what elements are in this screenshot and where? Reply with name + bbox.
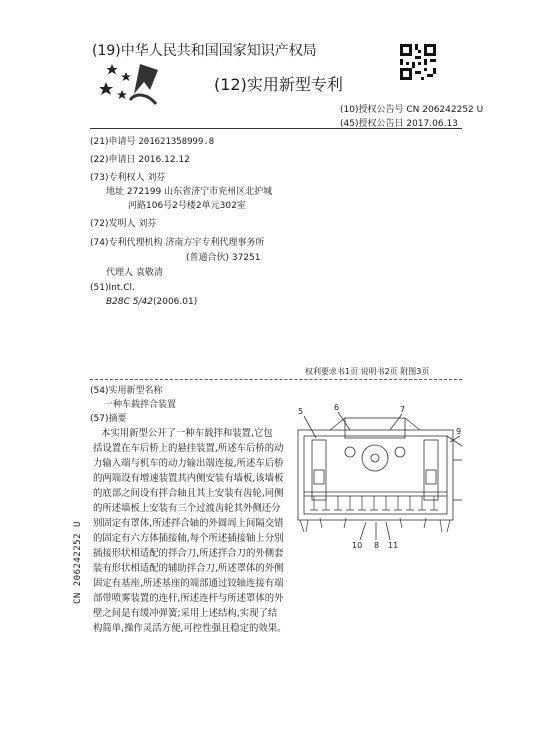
patent-agency-line-2: (普通合伙) 37251 (186, 253, 261, 263)
page-counts: 权利要求书1页 说明书2页 附图3页 (305, 367, 430, 376)
drawing-label: 11 (388, 541, 399, 550)
title-label: (54)实用新型名称 (90, 386, 163, 396)
abstract-line: 的固定有六方体插接轴,每个所述插接轴上分别 (93, 533, 284, 544)
abstract-line: 的两端设有增速装置其内侧安装有墙板,该墙板 (93, 473, 284, 484)
office-name: (19)中华人民共和国国家知识产权局 (92, 43, 317, 59)
qr-code-icon (400, 44, 436, 80)
ipc-classification: B28C 5/42(2006.01) (106, 297, 198, 307)
filing-date: (22)申请日 2016.12.12 (90, 155, 190, 165)
utility-model-title: 一种车载拌合装置 (104, 400, 177, 410)
drawing-label: 9 (456, 427, 462, 436)
abstract-line: 装有形状相适配的辅助拌合刀,所述罩体的外侧 (93, 563, 284, 574)
abstract-line: 力输入端与机车的动力输出端连接,所述车后桥 (93, 458, 284, 469)
drawing-label: 7 (400, 405, 406, 414)
drawing-label: 5 (298, 407, 304, 416)
abstract-line: 插接形状相适配的拌合刀,所述拌合刀的外侧套 (93, 548, 284, 559)
section-divider (90, 379, 462, 380)
agent: 代理人 袁敬清 (106, 268, 163, 278)
application-number: (21)申请号 201621358999.8 (90, 137, 215, 147)
abstract-line: 的所述墙板上安装有三个过渡齿轮其外侧还分 (93, 503, 281, 514)
drawing-label: 10 (352, 541, 363, 550)
inventor: (72)发明人 刘芬 (90, 219, 157, 229)
vertical-publication-id: CN 206242252 U (73, 521, 83, 604)
abstract-line: 的底部之间设有拌合轴且其上安装有齿轮,同侧 (93, 488, 284, 499)
cnipa-emblem-icon (100, 60, 160, 108)
patent-agency: (74)专利代理机构 济南方宇专利代理事务所 (90, 238, 265, 248)
abstract-label: (57)摘要 (90, 414, 127, 424)
address: 地址 272199 山东省济宁市兖州区北护城 (106, 187, 273, 197)
abstract-line: 别固定有罩体,所述拌合轴的外圆周上间隔交错 (93, 518, 284, 529)
patentee: (73)专利权人 刘芬 (90, 173, 166, 183)
abstract-line: 固定有基座,所述基座的端部通过铰轴连接有端 (93, 578, 284, 589)
document-type: (12)实用新型专利 (214, 75, 343, 94)
abstract-line: 部带喷雾装置的连杆,所述连杆与所述罩体的外 (93, 593, 284, 604)
abstract-line: 壁之间是有缓冲弹簧;采用上述结构,实现了结 (93, 608, 278, 619)
ipc-label: (51)Int.Cl. (90, 283, 135, 293)
publication-date: (45)授权公告日 2017.06.13 (340, 119, 458, 129)
publication-number: (10)授权公告号 CN 206242252 U (340, 105, 484, 115)
mixing-device-drawing (290, 400, 465, 560)
abstract-line: 构简单,操作灵活方便,可控性强且稳定的效果。 (93, 623, 287, 634)
abstract-line: 括设置在车后桥上的悬挂装置,所述车后桥的动 (93, 443, 284, 454)
drawing-label: 6 (334, 403, 340, 412)
header-divider (90, 128, 462, 129)
drawing-label: 8 (374, 541, 380, 550)
address-line-2: 河路106号2号楼2单元302室 (128, 201, 246, 211)
abstract-line: 本实用新型公开了一种车载拌和装置,它包 (101, 428, 273, 439)
